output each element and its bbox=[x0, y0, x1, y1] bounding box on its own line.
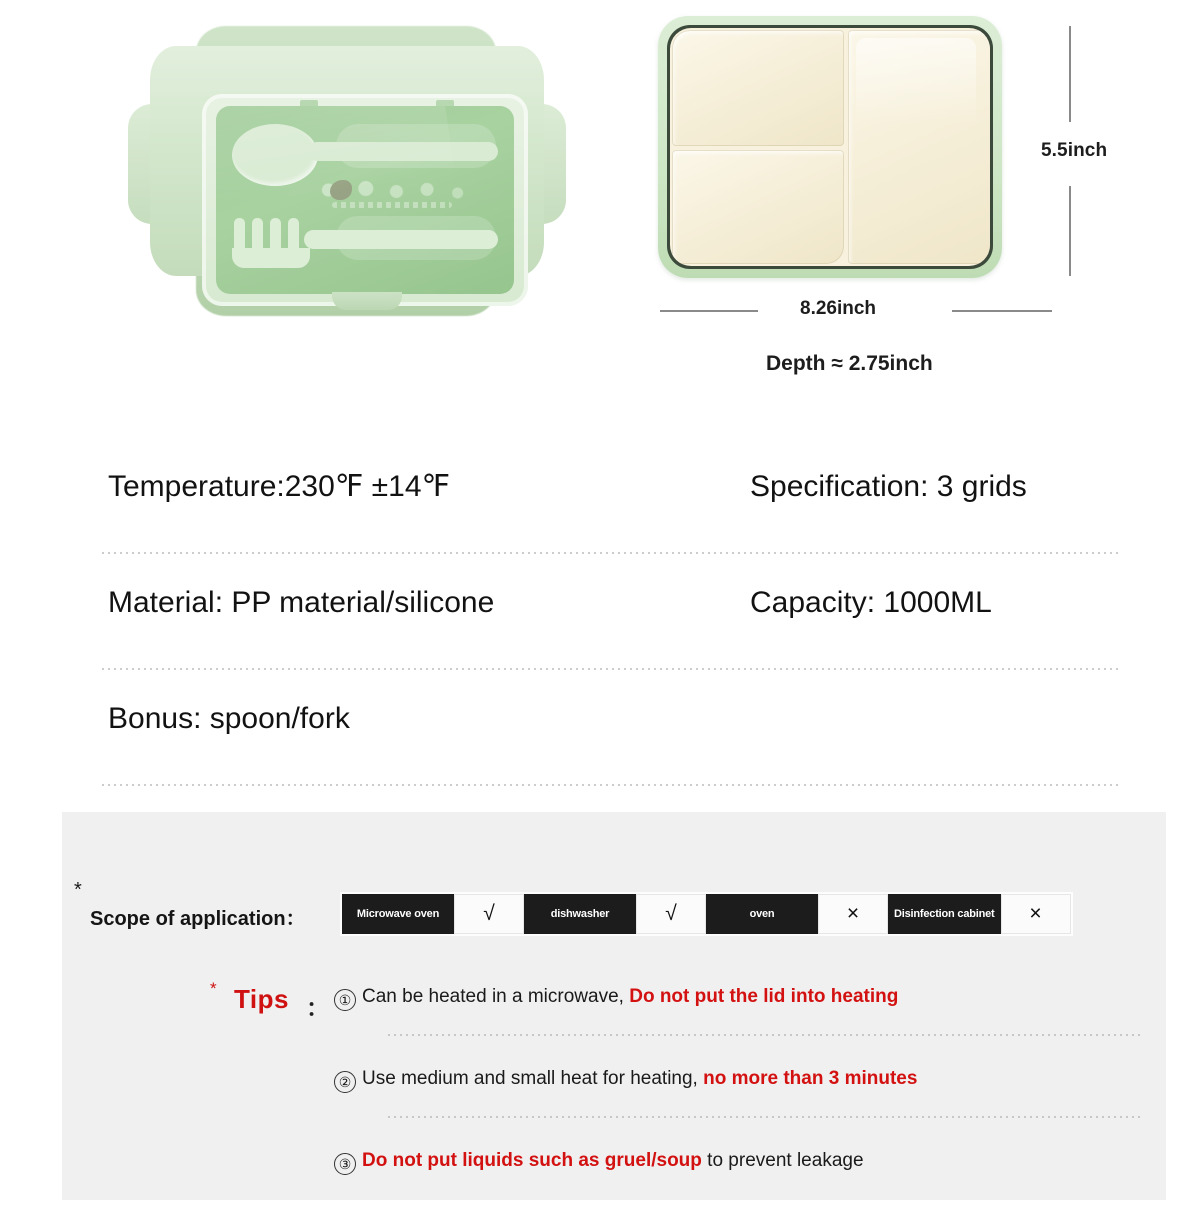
spec-capacity: Capacity: 1000ML bbox=[750, 586, 992, 619]
tip-number-3: ③ bbox=[334, 1153, 356, 1175]
tip-text-3 bbox=[334, 1150, 1124, 1175]
scope-item-disinfection-cabinet: Disinfection cabinet bbox=[888, 894, 1001, 934]
tip-item bbox=[334, 1134, 1124, 1216]
specification-table bbox=[100, 472, 1120, 820]
tip-2-black-before: Use medium and small heat for heating, bbox=[362, 1068, 704, 1089]
scope-mark-microwave-oven: √ bbox=[454, 894, 524, 934]
spec-divider bbox=[100, 668, 1120, 670]
spec-row bbox=[100, 704, 1120, 820]
scope-mark-oven: × bbox=[818, 894, 888, 934]
box-lid bbox=[150, 46, 544, 276]
spoon-icon bbox=[232, 124, 318, 186]
spec-material: Material: PP material/silicone bbox=[108, 586, 495, 619]
compartment-top-left bbox=[672, 30, 844, 146]
height-dimension-label: 5.5inch bbox=[1041, 140, 1108, 161]
tip-number-2: ② bbox=[334, 1071, 356, 1093]
open-bento-tray-image bbox=[658, 16, 1002, 278]
fork-icon bbox=[232, 218, 310, 266]
tip-1-black-before: Can be heated in a microwave, bbox=[362, 986, 630, 1007]
scope-label: Scope of application： bbox=[90, 908, 306, 930]
spec-specification: Specification: 3 grids bbox=[750, 470, 1027, 503]
scope-mark-disinfection-cabinet: × bbox=[1001, 894, 1071, 934]
spec-row bbox=[100, 472, 1120, 588]
tip-3-black-after: to prevent leakage bbox=[701, 1150, 864, 1171]
spec-divider bbox=[100, 784, 1120, 786]
spec-bonus: Bonus: spoon/fork bbox=[108, 702, 350, 735]
depth-dimension-label: Depth ≈ 2.75inch bbox=[766, 352, 933, 375]
closed-bento-box-image bbox=[132, 8, 562, 320]
width-dimension-label: 8.26inch bbox=[800, 298, 877, 319]
tip-item bbox=[334, 970, 1124, 1052]
tray-compartments bbox=[670, 28, 990, 266]
scope-compatibility-bar bbox=[340, 892, 1073, 936]
compartment-right bbox=[848, 30, 990, 264]
tip-2-red: no more than 3 minutes bbox=[703, 1068, 918, 1089]
tips-title: Tips bbox=[234, 984, 289, 1014]
spoon-handle bbox=[308, 142, 498, 161]
scope-item-dishwasher: dishwasher bbox=[524, 894, 636, 934]
spec-divider bbox=[100, 552, 1120, 554]
scope-star-icon: * bbox=[74, 879, 82, 901]
tips-list bbox=[334, 970, 1124, 1216]
tip-1-red: Do not put the lid into heating bbox=[629, 986, 899, 1007]
usage-info-panel bbox=[62, 812, 1166, 1200]
lid-inset-panel bbox=[216, 106, 514, 294]
tip-divider bbox=[386, 1034, 1142, 1036]
front-latch bbox=[332, 292, 402, 310]
scope-of-application-row bbox=[62, 878, 1166, 938]
product-image-area bbox=[0, 0, 1200, 400]
tip-3-red: Do not put liquids such as gruel/soup bbox=[362, 1150, 702, 1171]
scope-item-oven: oven bbox=[706, 894, 818, 934]
tips-colon: ： bbox=[306, 995, 330, 1022]
compartment-bottom-left bbox=[672, 150, 844, 264]
tips-star-icon: * bbox=[210, 979, 217, 998]
tip-divider bbox=[386, 1116, 1142, 1118]
tip-text-1 bbox=[334, 986, 1124, 1011]
tip-number-1: ① bbox=[334, 989, 356, 1011]
tray-inner-frame bbox=[667, 25, 993, 269]
scope-mark-dishwasher: √ bbox=[636, 894, 706, 934]
brand-emboss bbox=[308, 176, 478, 212]
scope-item-microwave-oven: Microwave oven bbox=[342, 894, 454, 934]
spec-temperature: Temperature:230℉ ±14℉ bbox=[108, 470, 451, 503]
tip-text-2 bbox=[334, 1068, 1124, 1093]
spec-row bbox=[100, 588, 1120, 704]
tip-item bbox=[334, 1052, 1124, 1134]
fork-handle bbox=[304, 230, 498, 249]
